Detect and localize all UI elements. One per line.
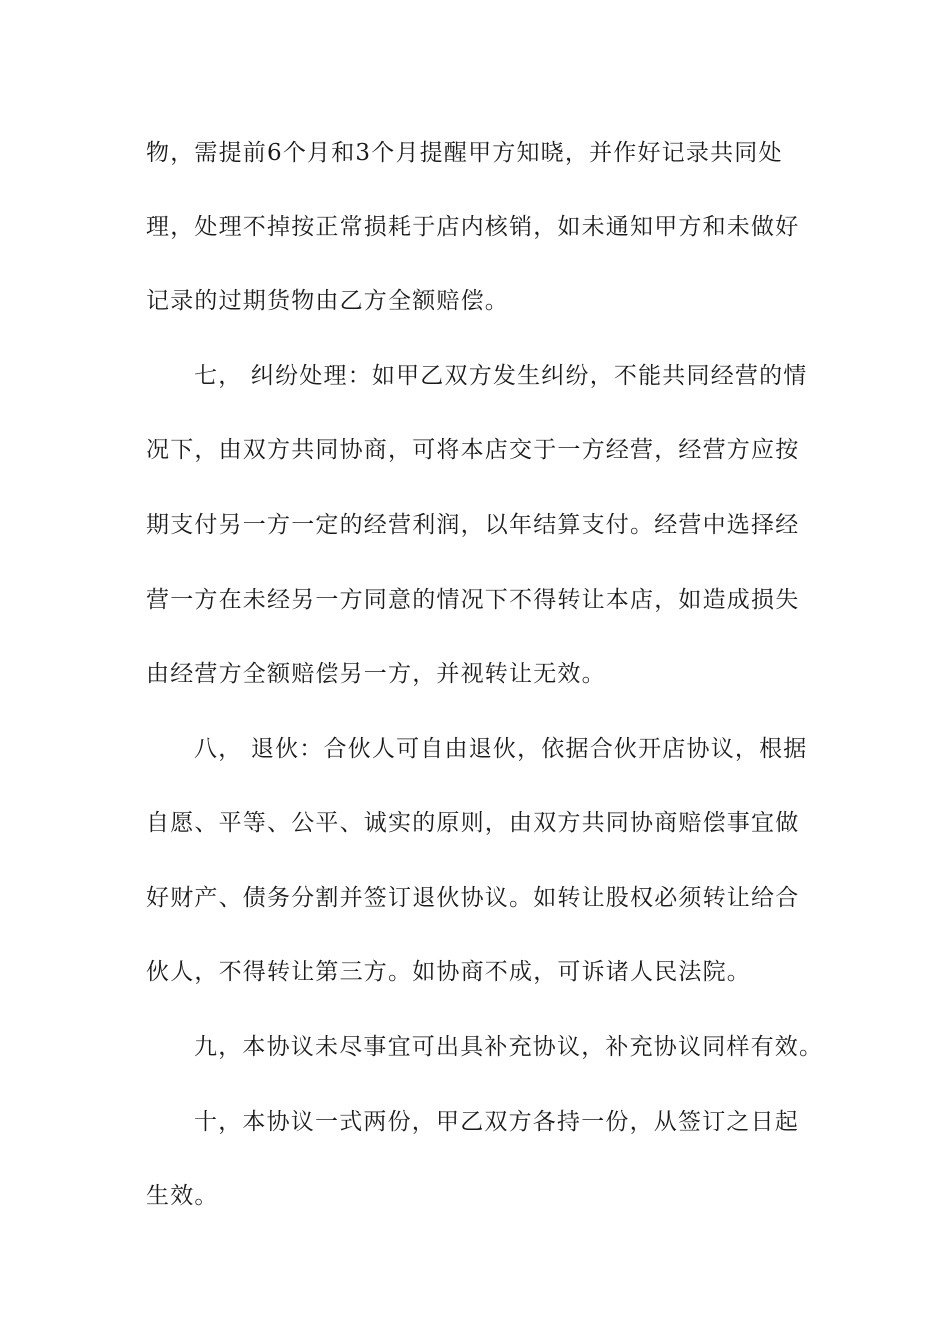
text-line: 营一方在未经另一方同意的情况下不得转让本店，如造成损失 (146, 587, 800, 613)
clause-10-line: 十，本协议一式两份，甲乙双方各持一份，从签订之日起 (194, 1109, 799, 1135)
text-line: 生效。 (146, 1183, 219, 1209)
text-line: 由经营方全额赔偿另一方，并视转让无效。 (146, 661, 606, 687)
text-line: 理，处理不掉按正常损耗于店内核销，如未通知甲方和未做好 (146, 214, 800, 240)
text-line: 伙人，不得转让第三方。如协商不成，可诉诸人民法院。 (146, 959, 751, 985)
text-line: 物，需提前6个月和3个月提醒甲方知晓，并作好记录共同处 (146, 140, 783, 166)
text-line: 自愿、平等、公平、诚实的原则，由双方共同协商赔偿事宜做 (146, 810, 800, 836)
clause-7-heading-line: 七， 纠纷处理：如甲乙双方发生纠纷，不能共同经营的情 (194, 363, 808, 389)
clause-8-heading-line: 八， 退伙：合伙人可自由退伙，依据合伙开店协议，根据 (194, 736, 808, 762)
text-line: 好财产、债务分割并签订退伙协议。如转让股权必须转让给合 (146, 885, 800, 911)
text-line: 期支付另一方一定的经营利润，以年结算支付。经营中选择经 (146, 512, 800, 538)
clause-9-line: 九，本协议未尽事宜可出具补充协议，补充协议同样有效。 (194, 1034, 824, 1060)
text-line: 记录的过期货物由乙方全额赔偿。 (146, 288, 509, 314)
text-line: 况下，由双方共同协商，可将本店交于一方经营，经营方应按 (146, 437, 800, 463)
